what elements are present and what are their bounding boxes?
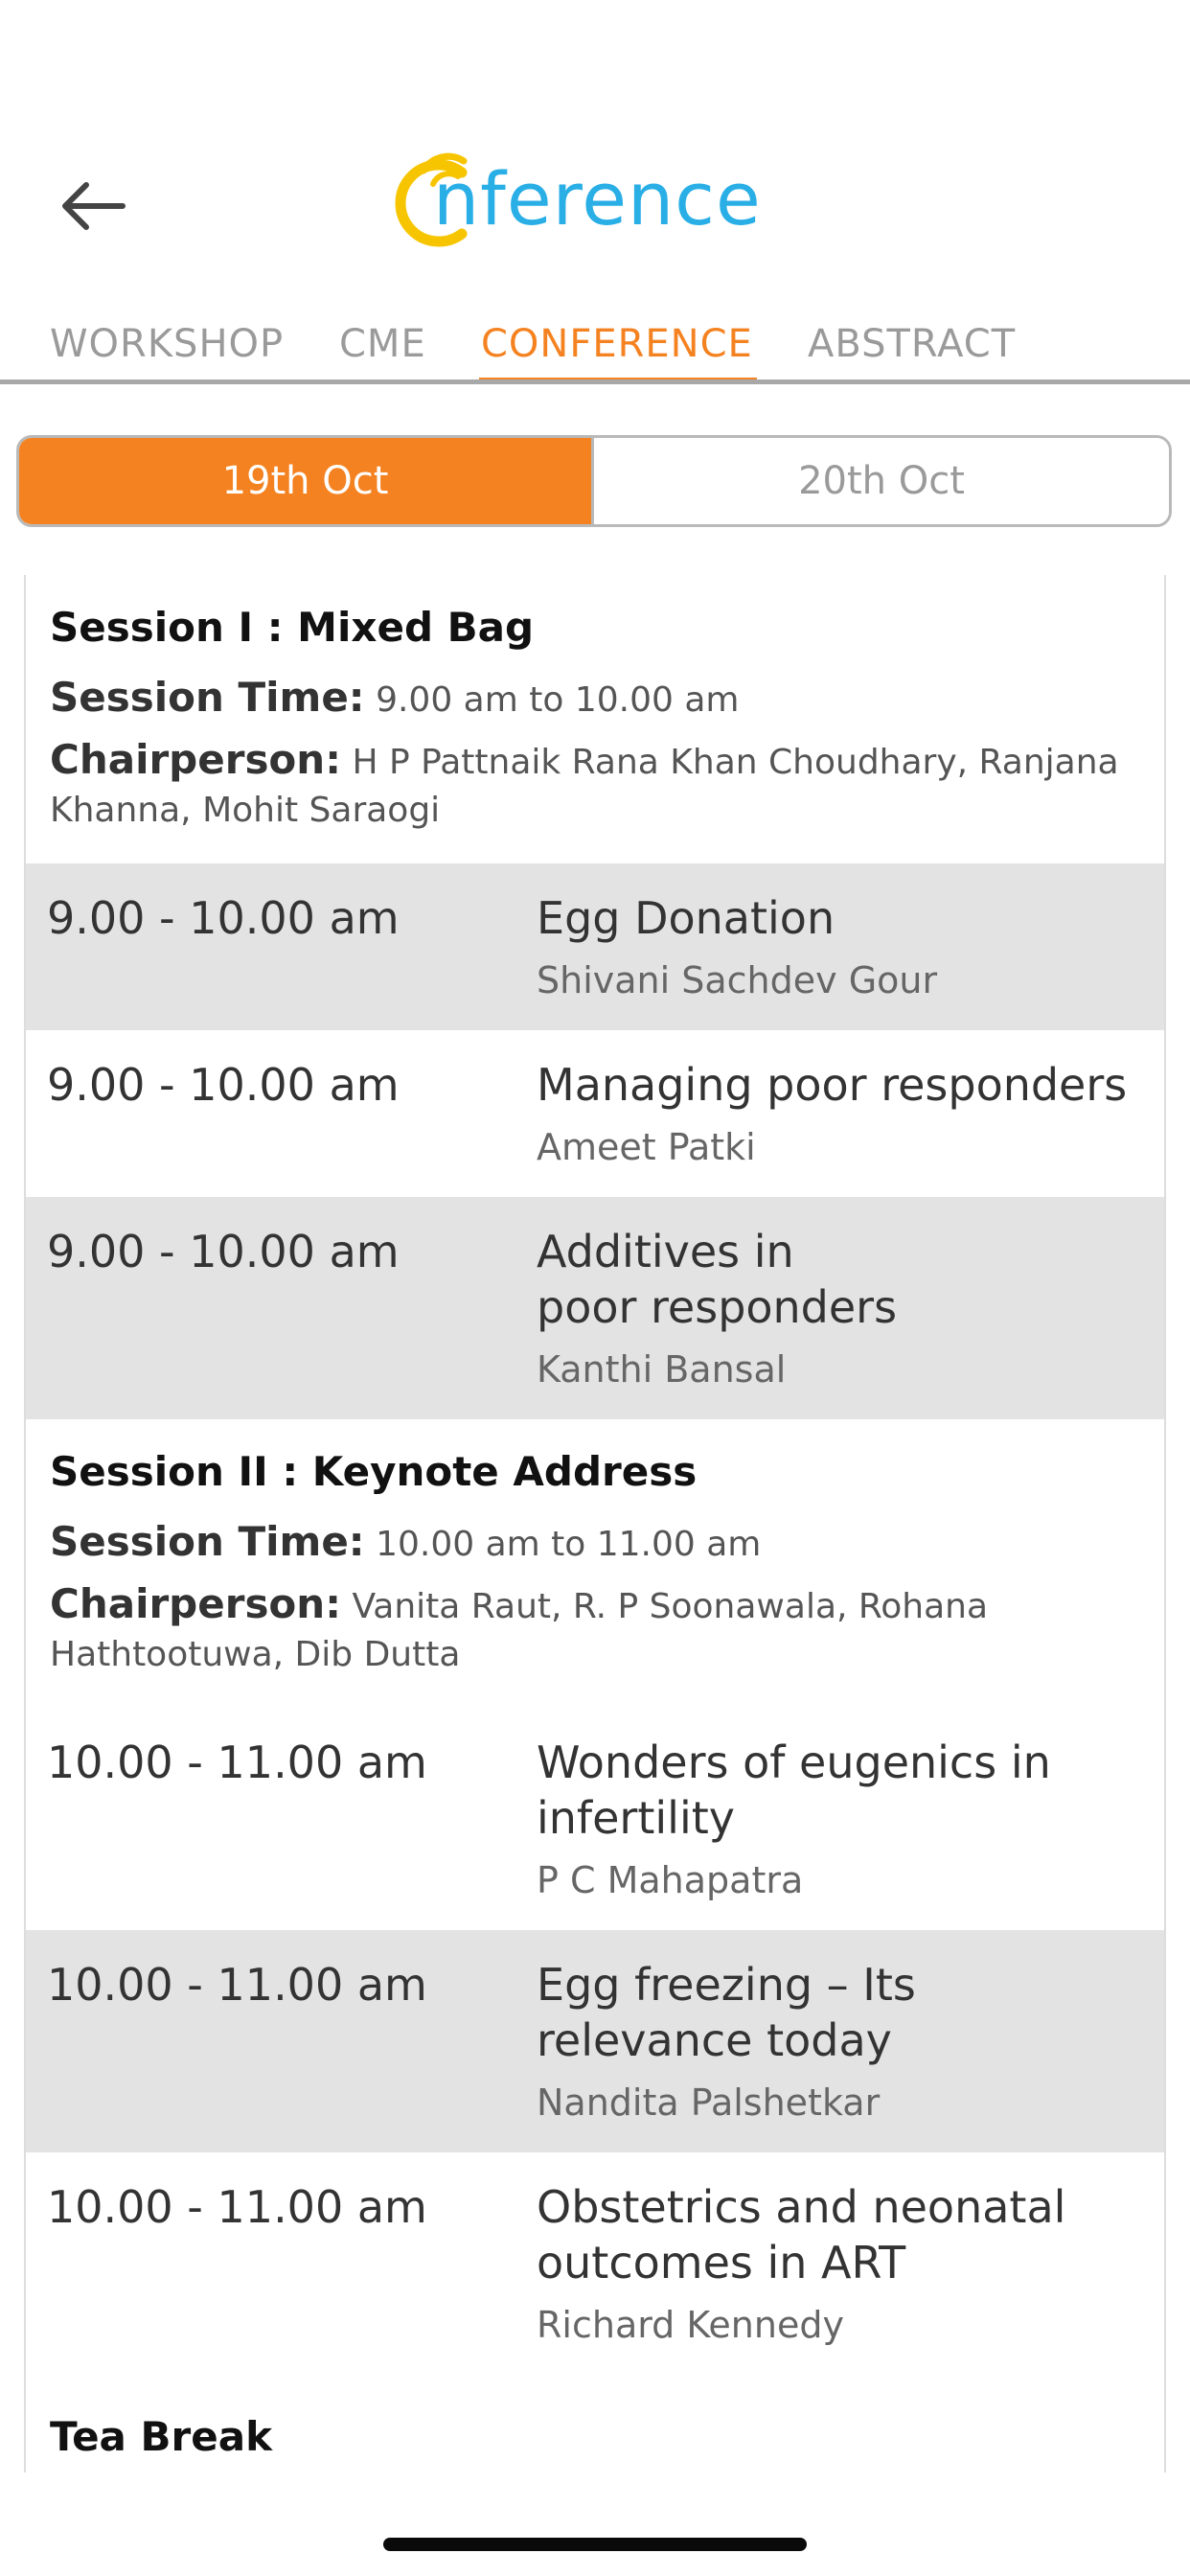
- talk-topic: Obstetrics and neonatal outcomes in ART: [537, 2181, 1066, 2288]
- talk-topic: Wonders of eugenics in infertility: [537, 1736, 1051, 1844]
- talk-speaker: P C Mahapatra: [537, 1859, 804, 1901]
- talk-topic: Managing poor responders: [537, 1059, 1128, 1111]
- session-time: [50, 1518, 1140, 1569]
- talk-row[interactable]: [26, 1197, 1164, 1419]
- session-header: [26, 575, 1164, 863]
- talk-speaker: Richard Kennedy: [537, 2304, 844, 2346]
- session-chairperson: [50, 736, 1140, 835]
- talk-topic: Additives in poor responders: [537, 1226, 898, 1333]
- tea-break-heading: Tea Break: [50, 2413, 273, 2460]
- session-time: [50, 674, 1140, 724]
- date-option-19th-oct[interactable]: 19th Oct: [19, 438, 594, 524]
- talk-time: 9.00 - 10.00 am: [47, 1226, 400, 1277]
- talk-time: 10.00 - 11.00 am: [47, 1736, 427, 1788]
- talk-speaker: Kanthi Bansal: [537, 1348, 787, 1391]
- session-title: Session I : Mixed Bag: [50, 604, 535, 651]
- talk-speaker: Shivani Sachdev Gour: [537, 959, 938, 1001]
- session-header: [26, 1419, 1164, 1708]
- talk-time: 10.00 - 11.00 am: [47, 2181, 427, 2233]
- talk-topic: Egg Donation: [537, 892, 835, 944]
- talk-row[interactable]: [26, 1930, 1164, 2152]
- tab-workshop[interactable]: WORKSHOP: [50, 322, 285, 366]
- chairperson-value: Vanita Raut, R. P Soonawala, Rohana Hathtootuwa, Dib Dutta: [50, 1587, 989, 1674]
- talk-speaker: Nandita Palshetkar: [537, 2082, 881, 2124]
- chairperson-value: H P Pattnaik Rana Khan Choudhary, Ranjana Khanna, Mohit Saraogi: [50, 743, 1119, 830]
- date-option-20th-oct[interactable]: 20th Oct: [594, 438, 1169, 524]
- talk-row[interactable]: [26, 863, 1164, 1030]
- app-header: [0, 0, 1190, 288]
- chairperson-label: Chairperson:: [50, 1580, 341, 1627]
- tab-abstract[interactable]: ABSTRACT: [808, 322, 1017, 366]
- conference-logo: [395, 144, 797, 249]
- tab-cme[interactable]: CME: [339, 322, 426, 366]
- back-button[interactable]: [54, 168, 140, 244]
- tab-conference[interactable]: CONFERENCE: [481, 322, 753, 366]
- session-time-label: Session Time:: [50, 674, 365, 721]
- tabs-divider: [0, 380, 1190, 384]
- talk-speaker: Ameet Patki: [537, 1126, 756, 1168]
- talk-topic: Egg freezing – Its relevance today: [537, 1959, 916, 2066]
- talk-row[interactable]: [26, 1030, 1164, 1197]
- session-time-value: 9.00 am to 10.00 am: [376, 680, 740, 720]
- session-time-label: Session Time:: [50, 1518, 365, 1565]
- arrow-left-icon: [54, 168, 130, 244]
- home-indicator[interactable]: [383, 2538, 807, 2551]
- talk-row[interactable]: [26, 1708, 1164, 1930]
- session-title: Session II : Keynote Address: [50, 1448, 698, 1495]
- chairperson-label: Chairperson:: [50, 736, 341, 783]
- logo-text: nference: [433, 156, 762, 242]
- schedule-list[interactable]: [24, 575, 1166, 2472]
- session-chairperson: [50, 1580, 1140, 1679]
- talk-time: 9.00 - 10.00 am: [47, 1059, 400, 1111]
- category-tabs: [0, 307, 1190, 387]
- date-selector: [16, 435, 1172, 527]
- talk-time: 9.00 - 10.00 am: [47, 892, 400, 944]
- talk-time: 10.00 - 11.00 am: [47, 1959, 427, 2011]
- session-time-value: 10.00 am to 11.00 am: [376, 1525, 762, 1564]
- talk-row[interactable]: [26, 2152, 1164, 2375]
